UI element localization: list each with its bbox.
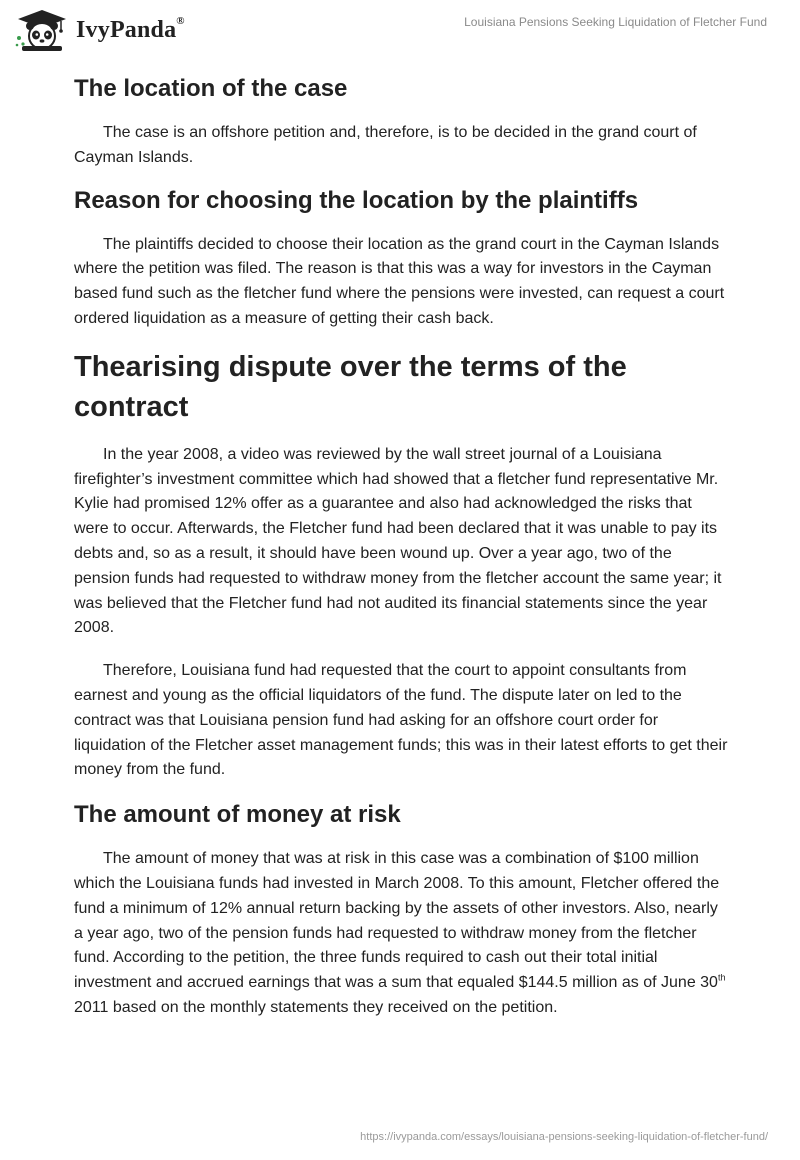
paragraph-reason: The plaintiffs decided to choose their location as the grand court in the Cayman Islands where the petition was filed. The reason is that this was a way for investors in the Cayman based fund such as the fletcher fund where the pensions were invested, can request a court ordered liquidation as a measure of getting their cash back. [74,235,725,327]
paragraph-location: The case is an offshore petition and, therefore, is to be decided in the grand court of Cayman Islands. [74,124,697,166]
paragraph-dispute-1: In the year 2008, a video was reviewed by the wall street journal of a Louisiana firefighter’s investment committee which had showed that a fletcher fund representative Mr. Kylie had promised 12% offer as a guarantee and also had acknowledged the risks that were to occur. Afterwards, the Fletcher fund had been declared that it was unable to pay its debts and, so as a result, it should have been wound up. Over a year ago, two of the pension funds had requested to withdraw money from the fletcher account the same year; it was believed that the Fletcher fund had not audited its financial statements since the year 2008. [74,445,722,637]
essay-body [74,70,730,1021]
panda-graduate-icon [14,8,70,52]
page-header [0,0,800,60]
brand-name: IvyPanda® [76,14,185,43]
section-heading-reason: Reason for choosing the location by the plaintiffs [74,186,639,214]
section-heading-location: The location of the case [74,75,348,102]
ivypanda-logo[interactable] [14,8,185,52]
source-url[interactable]: https://ivypanda.com/essays/louisiana-pensions-seeking-liquidation-of-fletcher-fund/ [360,1131,768,1143]
paragraph-amount: The amount of money that was at risk in this case was a combination of $100 million which the Louisiana funds had invested in March 2008. To this amount, Fletcher offered the fund a minimum of 12% annual return backing by the assets of other investors. Also, nearly a year ago, two of the pension funds had requested to withdraw money from the fletcher fund. According to the petition, the three funds required to cash out their total initial investment and accrued earnings that was a sum that equaled $144.5 million as of June 30th 2011 based on the monthly statements they received on the petition. [74,850,726,1016]
section-heading-dispute: Thearising dispute over the terms of the contract [74,350,627,423]
document-title: Louisiana Pensions Seeking Liquidation of Fletcher Fund [464,15,767,29]
section-heading-amount: The amount of money at risk [74,801,401,829]
paragraph-dispute-2: Therefore, Louisiana fund had requested that the court to appoint consultants from earnest and young as the official liquidators of the fund. The dispute later on led to the contract was that Louisiana pension fund had asking for an offshore court order for liquidation of the Fletcher asset management funds; this was in their latest efforts to get their money from the fund. [74,662,728,779]
